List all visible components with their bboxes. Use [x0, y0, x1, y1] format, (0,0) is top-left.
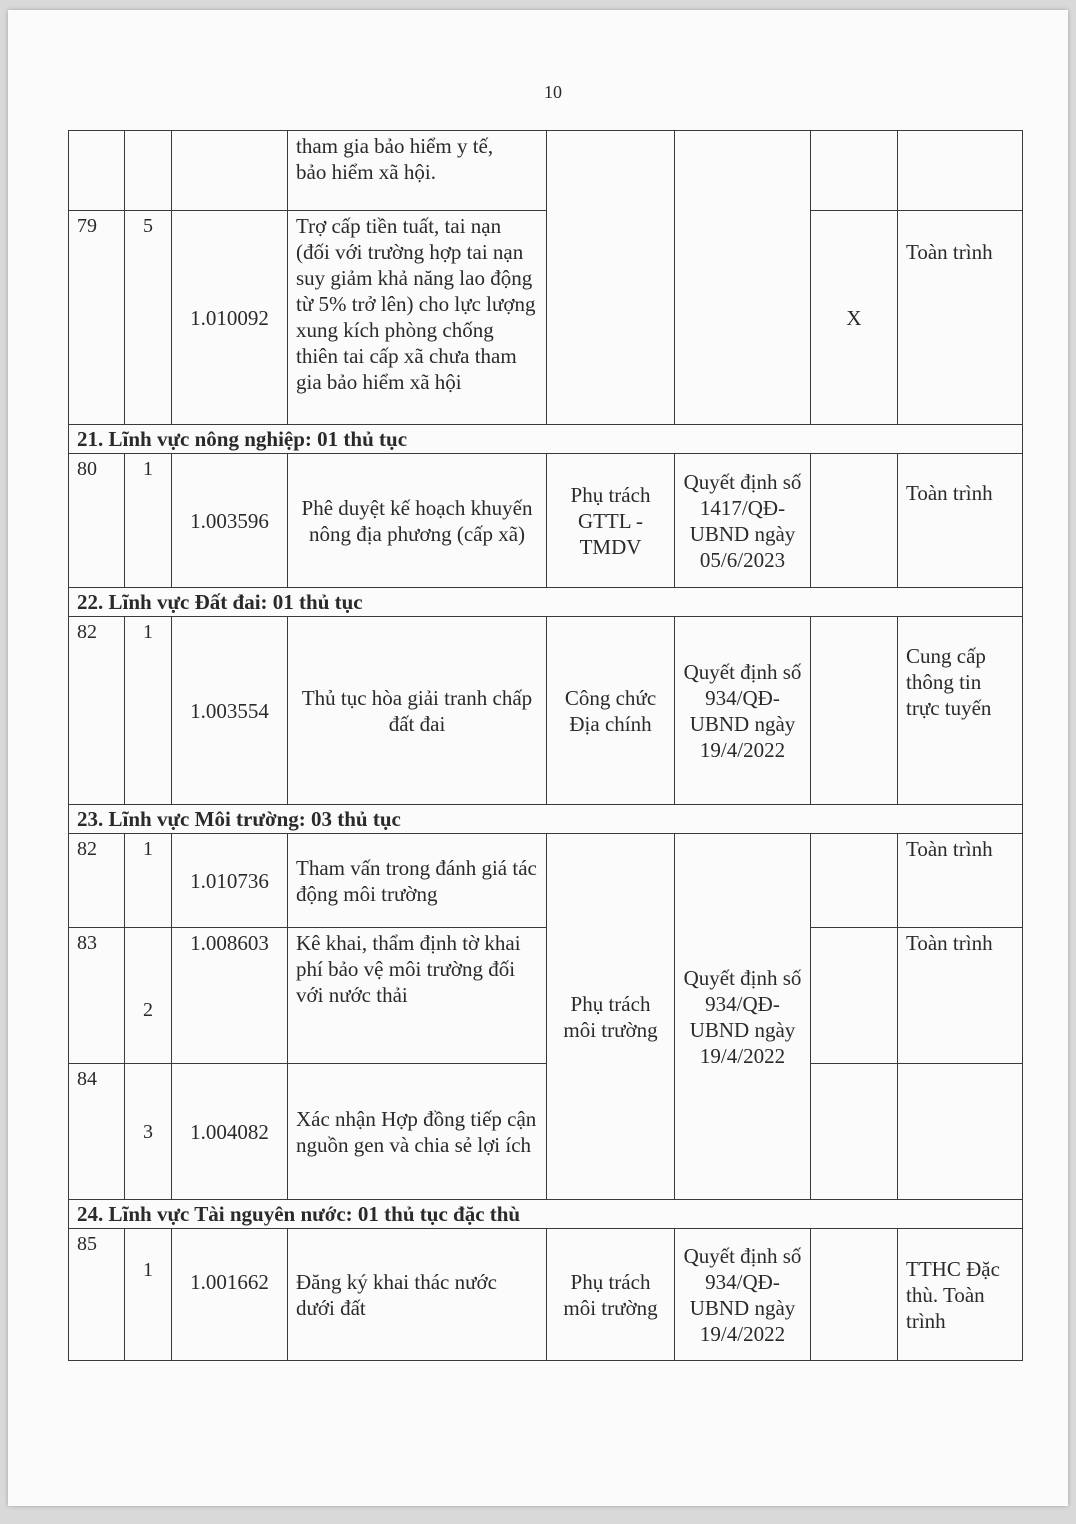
procedure-name: Phê duyệt kế hoạch khuyến nông địa phương (cấp xã) [288, 454, 547, 588]
decision-cell: Quyết định số 934/QĐ-UBND ngày 19/4/2022 [675, 834, 811, 1200]
row-stt: 82 [69, 834, 125, 928]
person-cell: Công chức Địa chính [547, 617, 675, 805]
decision-cell: Quyết định số 934/QĐ-UBND ngày 19/4/2022 [675, 1229, 811, 1361]
table-row [69, 211, 1023, 425]
row-sub: 3 [125, 1064, 172, 1200]
note-cell: Toàn trình [898, 211, 1023, 425]
row-sub: 1 [125, 834, 172, 928]
row-sub: 2 [125, 928, 172, 1064]
decision-cell [675, 131, 811, 425]
row-sub: 1 [125, 454, 172, 588]
table-row [69, 454, 1023, 588]
row-sub: 1 [125, 617, 172, 805]
mark-cell: X [811, 211, 898, 425]
procedure-code: 1.008603 [172, 928, 288, 1064]
document-page [8, 10, 1068, 1506]
procedure-name: Đăng ký khai thác nước dưới đất [288, 1229, 547, 1361]
procedure-name: Thủ tục hòa giải tranh chấp đất đai [288, 617, 547, 805]
row-stt: 80 [69, 454, 125, 588]
procedure-name: Xác nhận Hợp đồng tiếp cận nguồn gen và chia sẻ lợi ích [288, 1064, 547, 1200]
table-row [69, 928, 1023, 1064]
procedure-name: tham gia bảo hiểm y tế, bảo hiểm xã hội. [288, 131, 547, 211]
table-row [69, 834, 1023, 928]
procedure-code: 1.010092 [172, 211, 288, 425]
person-cell: Phụ trách GTTL - TMDV [547, 454, 675, 588]
section-heading-row [69, 588, 1023, 617]
procedure-name: Kê khai, thẩm định tờ khai phí bảo vệ môi trường đối với nước thải [288, 928, 547, 1064]
procedures-table [68, 130, 1023, 1361]
row-sub: 1 [125, 1229, 172, 1361]
procedure-code: 1.001662 [172, 1229, 288, 1361]
table-row [69, 1229, 1023, 1361]
row-stt: 79 [69, 211, 125, 425]
note-cell: Toàn trình [898, 834, 1023, 928]
table-row [69, 1064, 1023, 1200]
table-row [69, 617, 1023, 805]
procedure-name: Trợ cấp tiền tuất, tai nạn (đối với trường hợp tai nạn suy giảm khả năng lao động từ 5% trở lên) cho lực lượng xung kích phòng chống thiên tai cấp xã chưa tham gia bảo hiểm xã hội [288, 211, 547, 425]
decision-cell: Quyết định số 934/QĐ-UBND ngày 19/4/2022 [675, 617, 811, 805]
row-sub: 5 [125, 211, 172, 425]
row-stt: 82 [69, 617, 125, 805]
person-cell: Phụ trách môi trường [547, 1229, 675, 1361]
decision-cell: Quyết định số 1417/QĐ-UBND ngày 05/6/2023 [675, 454, 811, 588]
procedure-code: 1.004082 [172, 1064, 288, 1200]
row-stt: 84 [69, 1064, 125, 1200]
procedure-code: 1.010736 [172, 834, 288, 928]
row-stt: 85 [69, 1229, 125, 1361]
section-heading: 24. Lĩnh vực Tài nguyên nước: 01 thủ tục đặc thù [69, 1200, 1023, 1229]
page-number: 10 [544, 82, 562, 102]
note-cell: Cung cấp thông tin trực tuyến [898, 617, 1023, 805]
procedure-code: 1.003554 [172, 617, 288, 805]
section-heading-row [69, 425, 1023, 454]
person-cell: Phụ trách môi trường [547, 834, 675, 1200]
note-cell: TTHC Đặc thù. Toàn trình [898, 1229, 1023, 1361]
table-row [69, 131, 1023, 211]
note-cell: Toàn trình [898, 454, 1023, 588]
section-heading: 22. Lĩnh vực Đất đai: 01 thủ tục [69, 588, 1023, 617]
section-heading: 23. Lĩnh vực Môi trường: 03 thủ tục [69, 805, 1023, 834]
section-heading: 21. Lĩnh vực nông nghiệp: 01 thủ tục [69, 425, 1023, 454]
note-cell: Toàn trình [898, 928, 1023, 1064]
procedure-name: Tham vấn trong đánh giá tác động môi trường [288, 834, 547, 928]
row-stt: 83 [69, 928, 125, 1064]
section-heading-row [69, 1200, 1023, 1229]
person-cell [547, 131, 675, 425]
section-heading-row [69, 805, 1023, 834]
procedure-code: 1.003596 [172, 454, 288, 588]
